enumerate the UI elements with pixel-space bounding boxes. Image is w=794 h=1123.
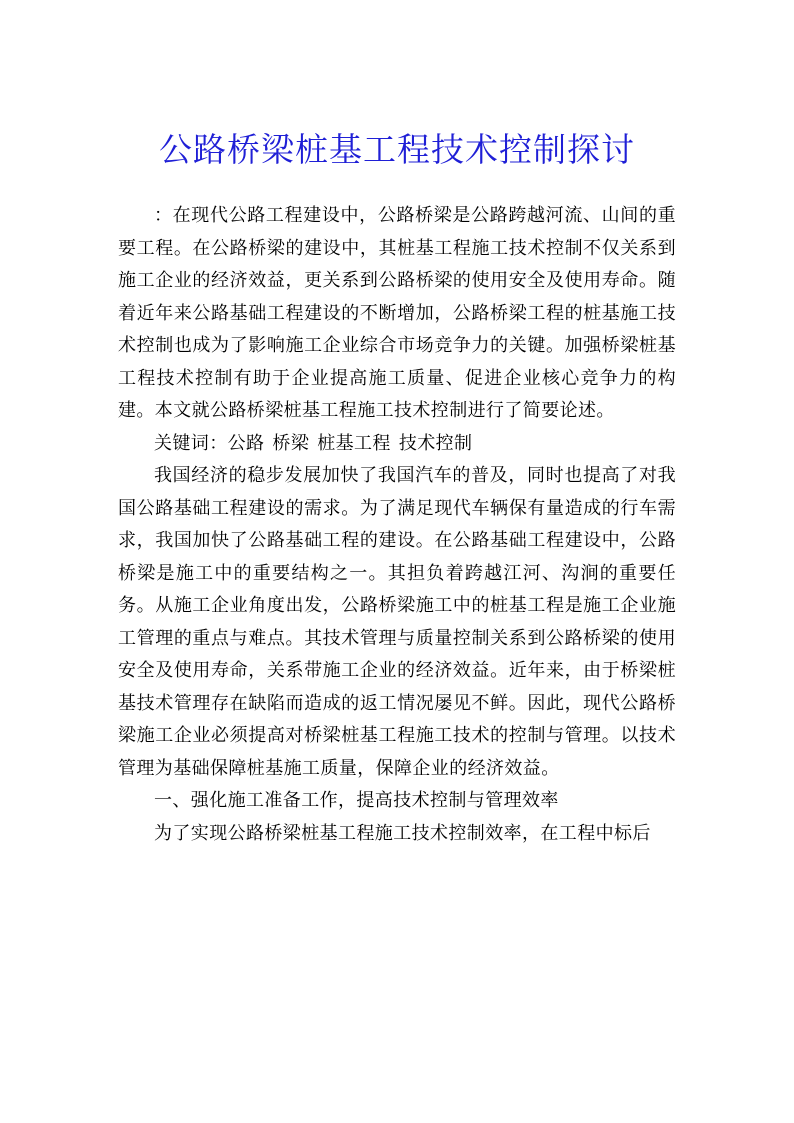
document-title: 公路桥梁桩基工程技术控制探讨 bbox=[159, 130, 635, 169]
abstract-paragraph: ：在现代公路工程建设中，公路桥梁是公路跨越河流、山间的重要工程。在公路桥梁的建设中，其桩基工程施工技术控制不仅关系到施工企业的经济效益，更关系到公路桥梁的使用安全及使用寿命。随着近年来公路基础工程建设的不断增加，公路桥梁工程的桩基施工技术控制也成为了影响施工企业综合市场竞争力的关键。加强桥梁桩基工程技术控制有助于企业提高施工质量、促进企业核心竞争力的构建。本文就公路桥梁桩基工程施工技术控制进行了简要论述。 bbox=[118, 205, 676, 421]
keywords-label: 关键词： bbox=[154, 432, 228, 454]
document-body bbox=[118, 200, 676, 850]
keyword: 公路 bbox=[227, 432, 265, 454]
section-paragraph: 为了实现公路桥梁桩基工程施工技术控制效率，在工程中标后 bbox=[154, 822, 651, 844]
keyword: 桩基工程 bbox=[317, 432, 391, 454]
keyword: 技术控制 bbox=[398, 432, 473, 454]
intro-paragraph: 我国经济的稳步发展加快了我国汽车的普及，同时也提高了对我国公路基础工程建设的需求。为了满足现代车辆保有量造成的行车需求，我国加快了公路基础工程的建设。在公路基础工程建设中，公路桥梁是施工中的重要结构之一。其担负着跨越江河、沟涧的重要任务。从施工企业角度出发，公路桥梁施工中的桩基工程是施工企业施工管理的重点与难点。其技术管理与质量控制关系到公路桥梁的使用安全及使用寿命，关系带施工企业的经济效益。近年来，由于桥梁桩基技术管理存在缺陷而造成的返工情况屡见不鲜。因此，现代公路桥梁施工企业必须提高对桥梁桩基工程施工技术的控制与管理。以技术管理为基础保障桩基施工质量，保障企业的经济效益。 bbox=[118, 465, 676, 779]
keywords-line bbox=[118, 428, 676, 461]
keyword: 桥梁 bbox=[272, 432, 310, 454]
section-heading: 一、强化施工准备工作，提高技术控制与管理效率 bbox=[154, 790, 559, 811]
